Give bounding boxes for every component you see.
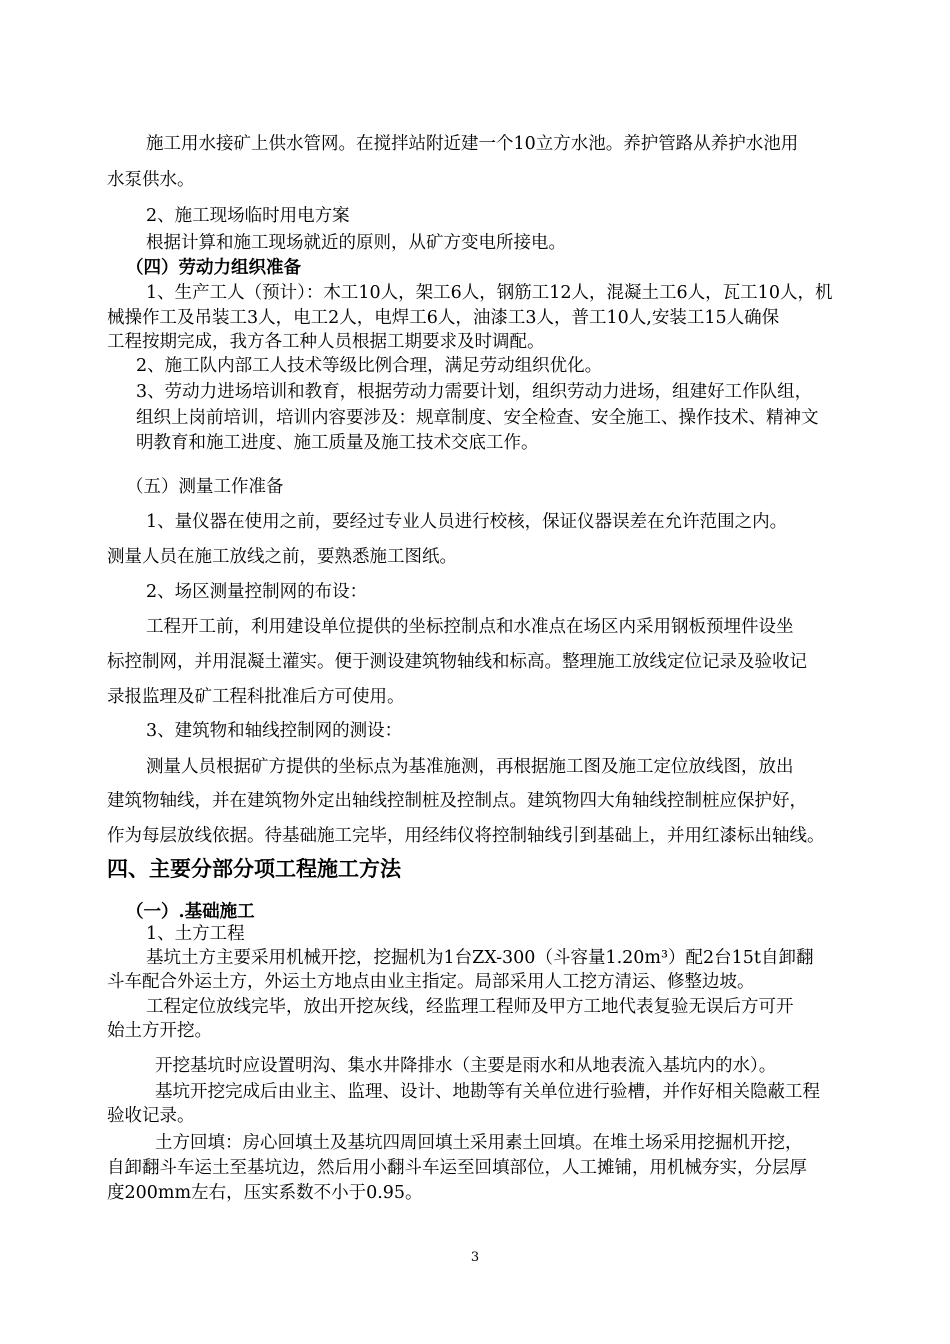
text-line: 测量人员在施工放线之前，要熟悉施工图纸。 (107, 547, 457, 567)
text-line: 根据计算和施工现场就近的原则，从矿方变电所接电。 (146, 233, 566, 253)
text-line: 基坑开挖完成后由业主、监理、设计、地勘等有关单位进行验槽，并作好相关隐蔽工程 (155, 1082, 820, 1102)
text-line: 验收记录。 (107, 1106, 195, 1126)
text-line: 斗车配合外运土方，外运土方地点由业主指定。局部采用人工挖方清运、修整边坡。 (107, 972, 755, 992)
text-line: 施工用水接矿上供水管网。在搅拌站附近建一个10立方水池。养护管路从养护水池用 (146, 134, 799, 154)
chapter-heading: 四、主要分部分项工程施工方法 (107, 857, 401, 881)
section-heading: （四）劳动力组织准备 (126, 258, 301, 278)
text-line: 3、建筑物和轴线控制网的测设： (146, 721, 403, 741)
text-line: 水泵供水。 (107, 170, 195, 190)
text-line: 工程定位放线完毕，放出开挖灰线，经监理工程师及甲方工地代表复验无误后方可开 (146, 997, 794, 1017)
text-line: 1、生产工人（预计）：木工10人，架工6人，钢筋工12人，混凝土工6人，瓦工10人，机 (146, 283, 833, 303)
section-heading: （一）.基础施工 (126, 902, 255, 922)
text-line: 基坑土方主要采用机械开挖，挖掘机为1台ZX-300（斗容量1.20m³）配2台15t自卸翻 (146, 948, 814, 968)
text-line: 2、场区测量控制网的布设： (146, 582, 368, 602)
text-line: 开挖基坑时应设置明沟、集水井降排水（主要是雨水和从地表流入基坑内的水）。 (155, 1056, 777, 1076)
text-line: 械操作工及吊装工3人，电工2人，电焊工6人，油漆工3人，普工10人,安装工15人确保 (107, 308, 780, 328)
text-line: 2、施工现场临时用电方案 (146, 206, 350, 226)
page-number: 3 (470, 1250, 480, 1265)
text-line: 始土方开挖。 (107, 1021, 212, 1041)
text-line: 自卸翻斗车运土至基坑边，然后用小翻斗车运至回填部位，人工摊铺，用机械夯实，分层厚 (107, 1158, 807, 1178)
text-line: 3、劳动力进场培训和教育，根据劳动力需要计划，组织劳动力进场，组建好工作队组， (136, 382, 813, 402)
text-line: 1、土方工程 (146, 924, 245, 944)
text-line: 明教育和施工进度、施工质量及施工技术交底工作。 (136, 433, 539, 453)
text-line: 录报监理及矿工程科批准后方可使用。 (107, 687, 405, 707)
text-line: 测量人员根据矿方提供的坐标点为基准施测，再根据施工图及施工定位放线图，放出 (146, 757, 794, 777)
section-heading: （五）测量工作准备 (126, 477, 284, 497)
text-line: 作为每层放线依据。待基础施工完毕，用经纬仪将控制轴线引到基础上，并用红漆标出轴线。 (107, 826, 825, 846)
text-line: 组织上岗前培训，培训内容要涉及：规章制度、安全检查、安全施工、操作技术、精神文 (136, 408, 819, 428)
text-line: 1、量仪器在使用之前，要经过专业人员进行校核，保证仪器误差在允许范围之内。 (146, 512, 788, 532)
text-line: 2、施工队内部工人技术等级比例合理，满足劳动组织优化。 (136, 356, 603, 376)
text-line: 工程开工前，利用建设单位提供的坐标控制点和水准点在场区内采用钢板预埋件设坐 (146, 617, 794, 637)
text-line: 工程按期完成，我方各工种人员根据工期要求及时调配。 (107, 332, 545, 352)
text-line: 标控制网，并用混凝土灌实。便于测设建筑物轴线和标高。整理施工放线定位记录及验收记 (107, 652, 807, 672)
text-line: 度200mm左右，压实系数不小于0.95。 (107, 1183, 423, 1203)
text-line: 土方回填：房心回填土及基坑四周回填土采用素土回填。在堆土场采用挖掘机开挖， (155, 1133, 803, 1153)
text-line: 建筑物轴线，并在建筑物外定出轴线控制桩及控制点。建筑物四大角轴线控制桩应保护好， (107, 791, 807, 811)
